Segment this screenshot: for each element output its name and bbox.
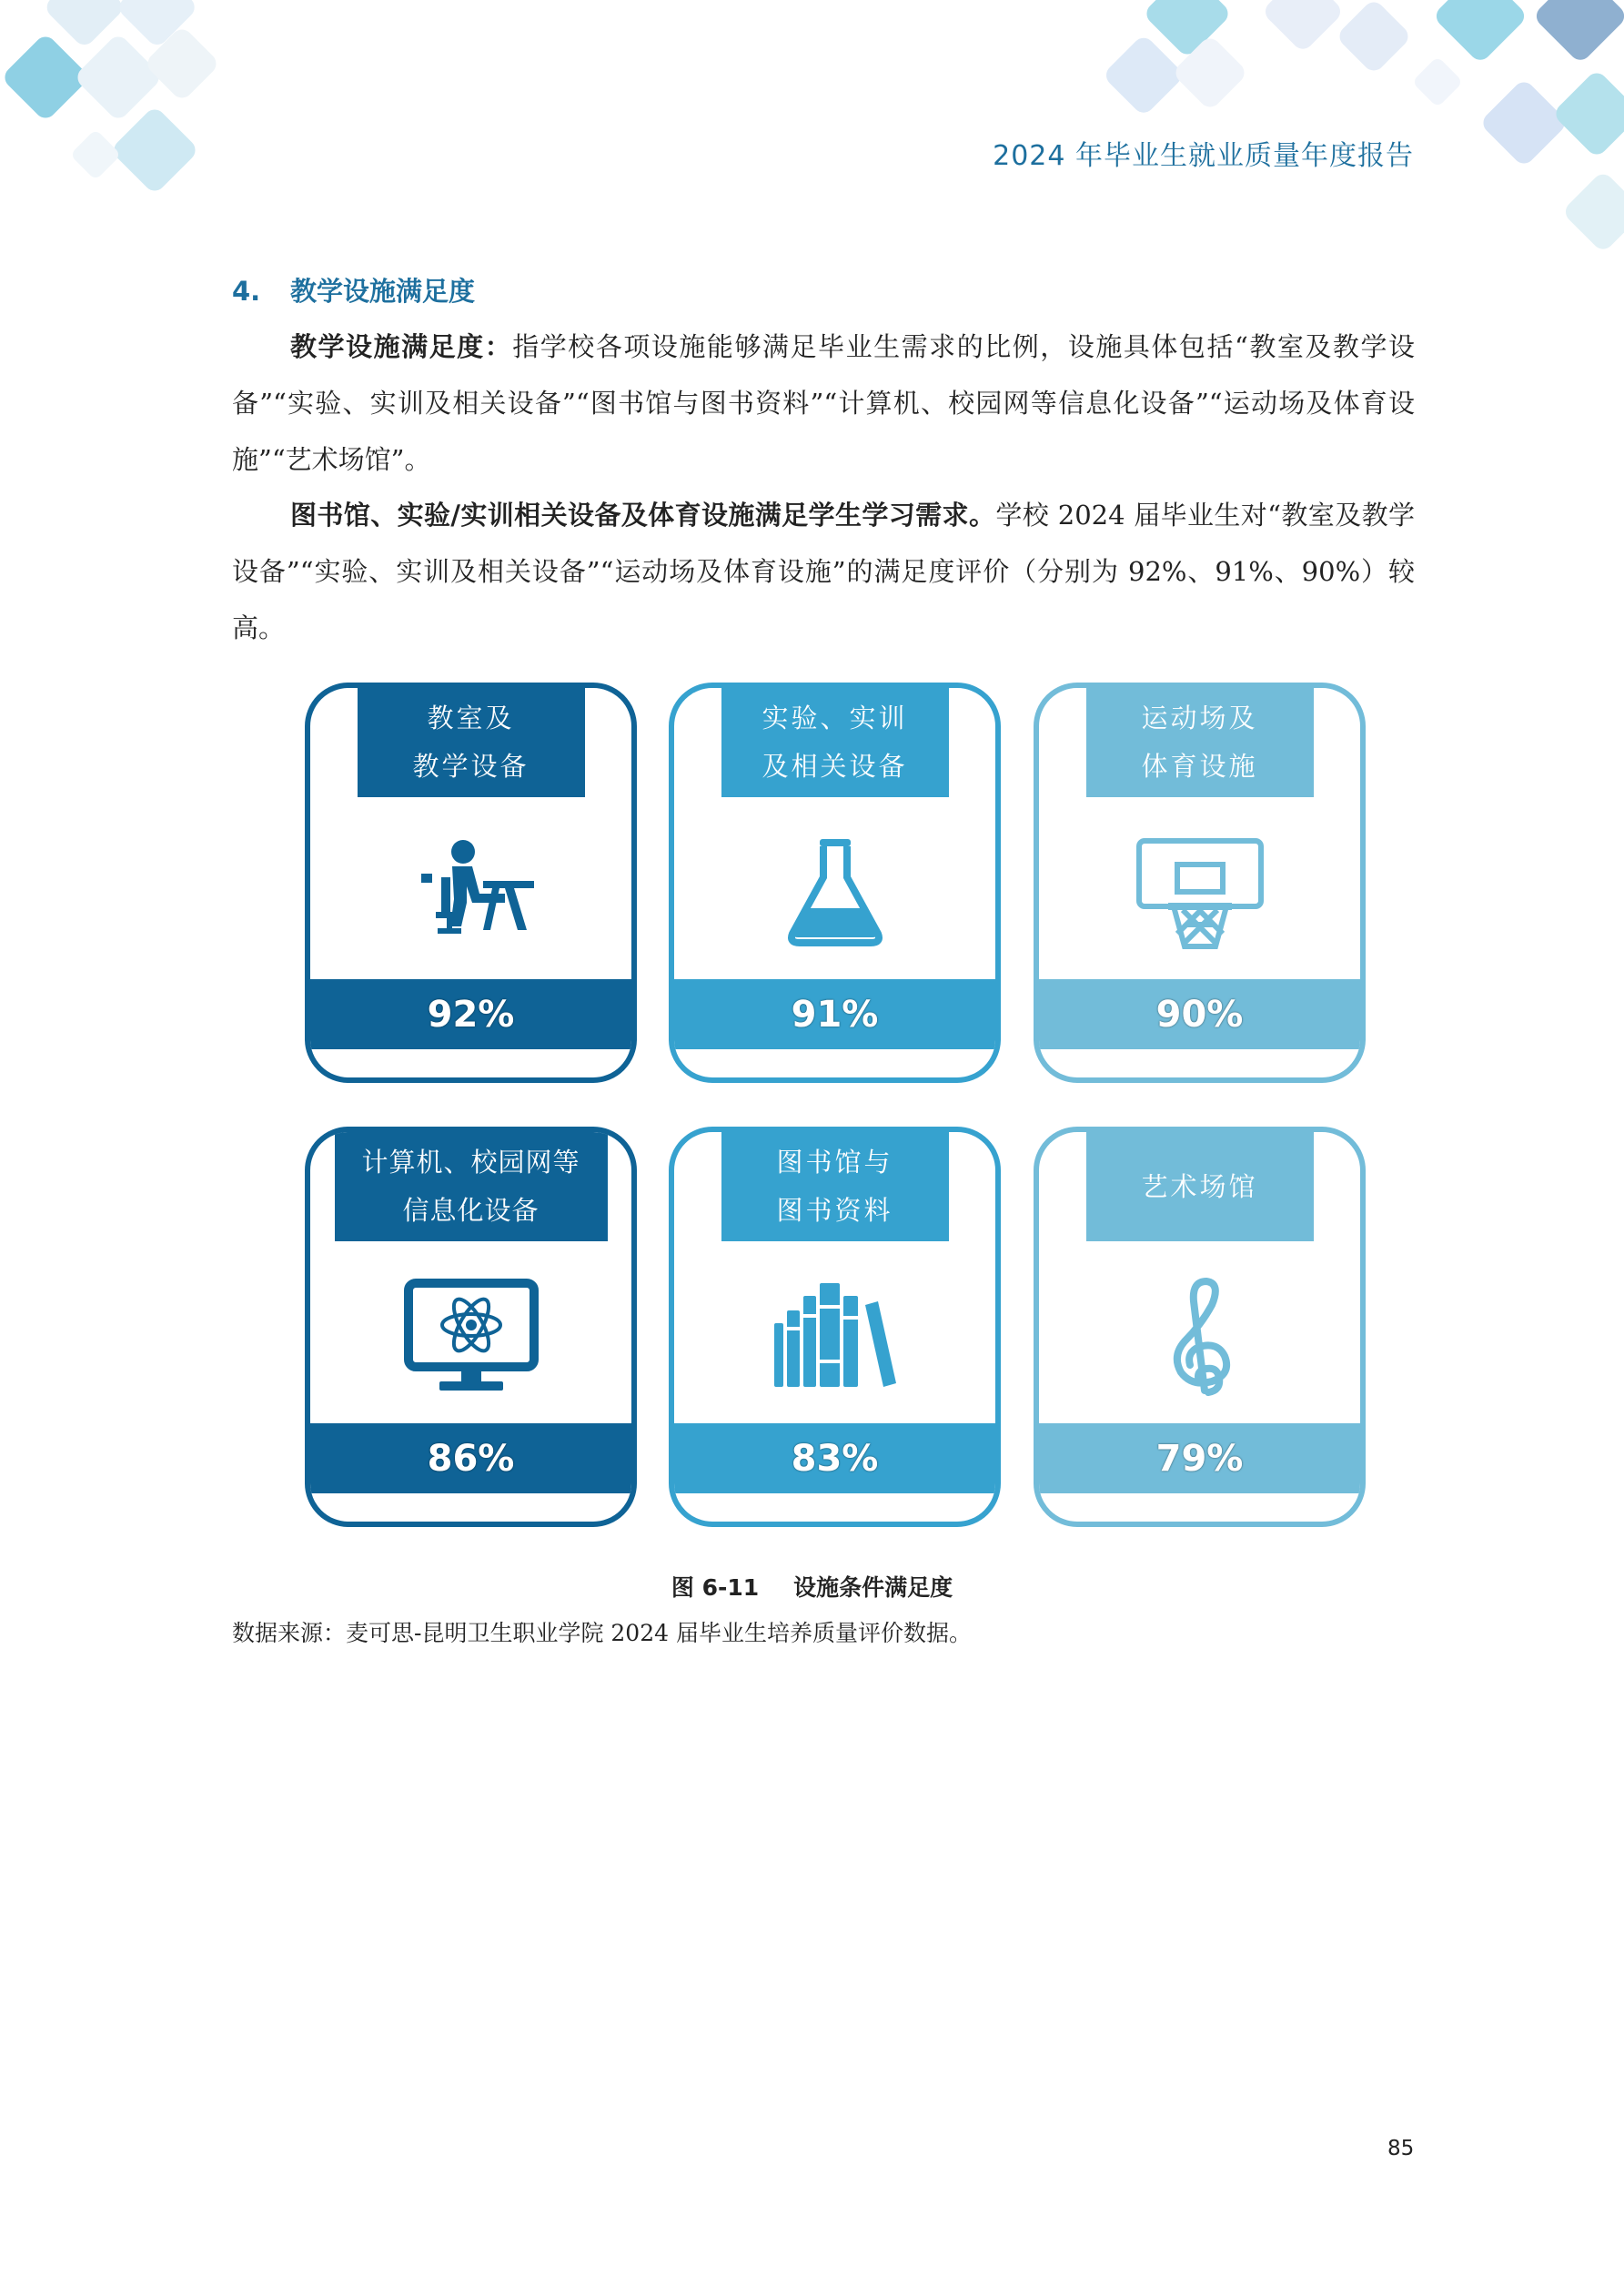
facility-card-library [669, 1127, 1001, 1527]
figure-caption [0, 1570, 1624, 1603]
figure-number: 图 6-11 [671, 1574, 760, 1601]
report-header-title: 2024 年毕业生就业质量年度报告 [993, 140, 1414, 172]
facility-card-sports [1034, 683, 1366, 1083]
facility-card-laboratory [669, 683, 1001, 1083]
satisfaction-value: 83% [674, 1423, 995, 1493]
satisfaction-value: 92% [310, 979, 631, 1049]
card-label [721, 1132, 949, 1241]
section-title: 教学设施满足度 [290, 276, 476, 307]
facility-card-arts [1034, 1127, 1366, 1527]
satisfaction-value: 91% [674, 979, 995, 1049]
figure-title: 设施条件满足度 [793, 1574, 953, 1601]
card-label-line: 教学设备 [412, 751, 530, 782]
card-label-line: 及相关设备 [762, 751, 908, 782]
computer-atom-icon [403, 1278, 540, 1396]
paragraph-body: 指学校各项设施能够满足毕业生需求的比例，设施具体包括“教室及教学设备”“实验、实训及相关设备”“图书馆与图书资料”“计算机、校园网等信息化设备”“运动场及体育设施”“艺术场馆”。 [232, 331, 1415, 475]
paragraph-body: 学校 2024 届毕业生对“教室及教学设备”“实验、实训及相关设备”“运动场及体育设施”的满足度评价（分别为 92%、91%、90%）较高。 [232, 500, 1416, 643]
treble-clef-icon [1132, 1278, 1268, 1396]
page-number: 85 [1387, 2137, 1415, 2160]
card-label-line: 教室及 [427, 703, 515, 733]
paragraph-finding [232, 487, 1415, 656]
paragraph-lead: 教学设施满足度： [290, 331, 513, 362]
card-label [721, 688, 949, 797]
paragraph-definition [232, 319, 1415, 488]
card-label-line: 实验、实训 [762, 703, 908, 733]
paragraph-lead: 图书馆、实验/实训相关设备及体育设施满足学生学习需求。 [290, 500, 996, 531]
student-desk-icon [403, 834, 540, 952]
flask-icon [767, 834, 903, 952]
satisfaction-value: 86% [310, 1423, 631, 1493]
top-right-tiles [1102, 0, 1624, 254]
data-source-note: 数据来源：麦可思-昆明卫生职业学院 2024 届毕业生培养质量评价数据。 [232, 1620, 972, 1646]
card-label-line: 图书馆与 [776, 1147, 893, 1178]
section-number: 4. [232, 276, 261, 307]
card-label-line: 体育设施 [1141, 751, 1258, 782]
card-label-line: 艺术场馆 [1141, 1170, 1258, 1202]
facility-card-classroom [305, 683, 637, 1083]
card-label-line: 信息化设备 [402, 1195, 540, 1226]
card-label-line: 运动场及 [1141, 703, 1258, 733]
basketball-hoop-icon [1132, 834, 1268, 952]
books-icon [767, 1278, 903, 1396]
satisfaction-value: 79% [1039, 1423, 1360, 1493]
card-label [358, 688, 585, 797]
card-label-line: 计算机、校园网等 [361, 1147, 580, 1178]
card-label [1086, 1132, 1314, 1241]
satisfaction-value: 90% [1039, 979, 1360, 1049]
facility-card-it [305, 1127, 637, 1527]
section-heading [232, 271, 475, 308]
card-label [335, 1132, 608, 1241]
card-label-line: 图书资料 [776, 1195, 893, 1226]
top-left-tiles [1, 0, 221, 195]
card-label [1086, 688, 1314, 797]
